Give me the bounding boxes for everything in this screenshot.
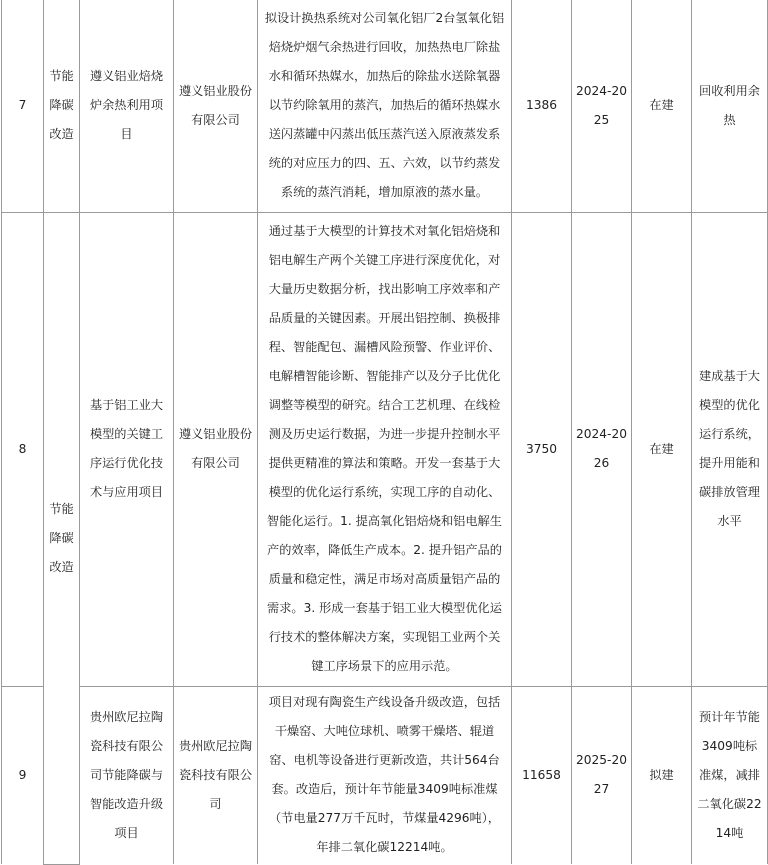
project-name-cell: 贵州欧尼拉陶瓷科技有限公司节能降碳与智能改造升级项目 [80, 686, 174, 864]
investment-cell: 11658 [512, 686, 572, 864]
category-cell: 节能降碳改造 [44, 212, 80, 864]
investment-cell: 1386 [512, 0, 572, 212]
status-cell: 在建 [632, 212, 692, 686]
row-number: 8 [2, 212, 44, 686]
period-cell: 2024-2025 [572, 0, 632, 212]
category-cell: 节能降碳改造 [44, 0, 80, 212]
table-row [2, 212, 768, 686]
company-cell: 贵州欧尼拉陶瓷科技有限公司 [174, 686, 258, 864]
company-cell: 遵义铝业股份有限公司 [174, 0, 258, 212]
project-table [1, 0, 768, 865]
table-row [2, 0, 768, 212]
period-cell: 2024-2026 [572, 212, 632, 686]
status-cell: 拟建 [632, 686, 692, 864]
project-name-cell: 遵义铝业焙烧炉余热利用项目 [80, 0, 174, 212]
content-cell: 通过基于大模型的计算技术对氧化铝焙烧和铝电解生产两个关键工序进行深度优化，对大量历史数据分析，找出影响工序效率和产品质量的关键因素。开展出铝控制、换极排程、智能配包、漏槽风险预警、作业评价、电解槽智能诊断、智能排产以及分子比优化调整等模型的研究。结合工艺机理、在线检测及历史运行数据，为进一步提升控制水平提供更精准的算法和策略。开发一套基于大模型的优化运行系统，实现工序的自动化、智能化运行。1. 提高氧化铝焙烧和铝电解生产的效率，降低生产成本。2. 提升铝产品的质量和稳定性，满足市场对高质量铝产品的需求。3. 形成一套基于铝工业大模型优化运行技术的整体解决方案，实现铝工业两个关键工序场景下的应用示范。 [258, 212, 512, 686]
row-number: 9 [2, 686, 44, 864]
investment-cell: 3750 [512, 212, 572, 686]
project-name-cell: 基于铝工业大模型的关键工序运行优化技术与应用项目 [80, 212, 174, 686]
effect-cell: 建成基于大模型的优化运行系统，提升用能和碳排放管理水平 [692, 212, 768, 686]
status-cell: 在建 [632, 0, 692, 212]
company-cell: 遵义铝业股份有限公司 [174, 212, 258, 686]
period-cell: 2025-2027 [572, 686, 632, 864]
effect-cell: 回收利用余热 [692, 0, 768, 212]
content-cell: 项目对现有陶瓷生产线设备升级改造，包括干燥窑、大吨位球机、喷雾干燥塔、辊道窑、电机等设备进行更新改造，共计564台套。改造后，预计年节能量3409吨标准煤（节电量277万千瓦时，节煤量4296吨），年排二氧化碳12214吨。 [258, 686, 512, 864]
content-cell: 拟设计换热系统对公司氧化铝厂2台氢氧化铝焙烧炉烟气余热进行回收，加热热电厂除盐水和循环热媒水，加热后的除盐水送除氧器以节约除氧用的蒸汽，加热后的循环热媒水送闪蒸罐中闪蒸出低压蒸汽送入原液蒸发系统的对应压力的四、五、六效，以节约蒸发系统的蒸汽消耗，增加原液的蒸水量。 [258, 0, 512, 212]
row-number: 7 [2, 0, 44, 212]
effect-cell: 预计年节能3409吨标准煤，减排二氧化碳2214吨 [692, 686, 768, 864]
table-row [2, 686, 768, 864]
